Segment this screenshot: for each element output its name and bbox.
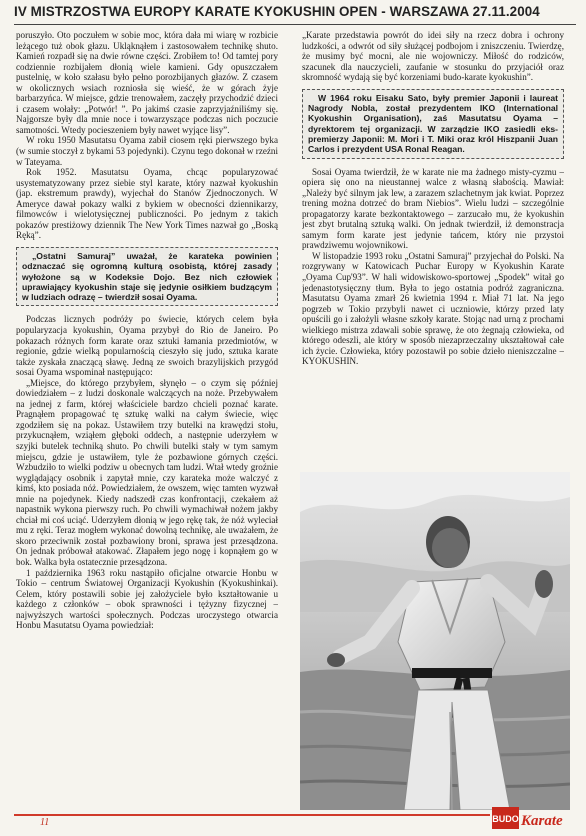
left-quote-box — [16, 247, 278, 306]
right-paragraph-3: W listopadzie 1993 roku „Ostatni Samuraj” przyjechał do Polski. Na rozgrywany w Katowicach Puchar Europy w Kyokushin Karate „Oyama Cup'93”. W hali widowiskowo-sportowej „Spodek” witał go jedenastotysięczny tłum. Była to jego ostatnia podróż zagraniczna. Masutatsu Oyama zmarł 26 kwietnia 1994 r. Miał 71 lat. Na jego pogrzeb w Tokio przybyli nawet ci uczniowie, którzy przed laty opuścili go i założyli własne szkoły karate. Stojąc nad urną z prochami wielkiego mistrza zdawali sobie sprawę, że oto żegnają człowieka, od którego odeszli, ale który w sposób niezaprzeczalny ukształtował całe ich życie. Człowieka, który pozostawił po sobie dzieło nieniszczalne – KYOKUSHIN. — [302, 250, 564, 367]
page-header-title: IV MISTRZOSTWA EUROPY KARATE KYOKUSHIN OPEN - WARSZAWA 27.11.2004 — [14, 4, 540, 19]
right-column — [302, 30, 564, 490]
left-quote-text: „Ostatni Samuraj” uważał, że karateka powinien odznaczać się ogromną kulturą osobistą, której zasady wyłożone są w Kodeksie Dojo. Bez nich człowiek uprawiający kyokushin staje się jedynie osiłkiem budzącym w ludziach odrazę – twierdził sosai Oyama. — [22, 250, 272, 303]
right-paragraph-2: Sosai Oyama twierdził, że w karate nie ma żadnego misty-cyzmu – opiera się ono na nieustannej walce z własną słabością. Mawiał: „Należy być silnym jak lew, a zarazem szlachetnym jak kwiat. Poprzez trening można dotrzeć do bram Niebios”. Wielu ludzi – szczególnie propagatorzy karate bezkontaktowego – zarzucało mu, że kyokushin jest zbyt brutalną sztuką walki. On jednak twierdził, iż demonstracja samym form karate jest jedynie tańcem, który nie przystoi prawdziwemu wojownikowi. — [302, 166, 564, 251]
right-quote-box — [302, 89, 564, 159]
logo-karate-text: Karate — [521, 813, 563, 829]
left-paragraph-2: W roku 1950 Masutatsu Oyama zabił ciosem ręki pierwszego byka (w sumie stoczył z bykami 53 pojedynki). Czynu tego dokonał w rzeźni w Tateyama. — [16, 135, 278, 167]
logo-budo-text: BUDO — [492, 814, 519, 824]
photo-illustration — [300, 472, 570, 810]
header-divider — [14, 24, 576, 25]
page-number: 11 — [40, 817, 50, 828]
left-paragraph-1: poruszyło. Oto poczułem w sobie moc, która dała mi wiarę w rozbicie leżącego tuż obok głazu. Ukląknąłem i zastosowałem technikę shuto. Kamień rozpadł się na dwie równe części. Zrobiłem to! Od tamtej pory codziennie rozbijałem dłonią wiele kamieni. Gdy opuszczałem pustelnię, w koło szałasu było pełno porozbijanych głazów. Z czasem w okolicznych wsiach rozniosła się wieść, że w górach żyje barbarzyńca. W miejsce, gdzie trenowałem, zaczęły przychodzić dzieci i czasem wołały: „Potwór! ”. Po jakimś czasie zaprzyjaźniliśmy się. Najgorsze były dla mnie noce i towarzyszące podczas nich poczucie samotności. Wtedy pocieszeniem były nawet wyjące lisy”. — [16, 30, 278, 135]
left-paragraph-4: Podczas licznych podróży po świecie, których celem była popularyzacja kyokushin, Oyama przybył do Rio de Janeiro. Po pokazach różnych form karate oraz sztuki łamania przedmiotów, w regionie, gdzie wielką popularnością cieszyło się judo, sztuka karate także zyskała znaczącą sławę. Jedną ze swoich brazylijskich przygód sosai Oyama wspominał następująco: — [16, 314, 278, 378]
left-paragraph-3: Rok 1952. Masutatsu Oyama, chcąc popularyzować usystematyzowany przez siebie styl karate, który nazwał kyokushin (jap. ekstremum prawdy), wyjechał do Stanów Zjednoczonych. W Ameryce dawał pokazy walki z bykiem w obecności dziennikarzy, filmowców i wielotysięcznej publiczności. Po jednym z takich pokazów prestiżowy dziennik The New York Times nazwał go „Boską Ręką”. — [16, 167, 278, 241]
budo-karate-logo — [492, 805, 574, 831]
left-paragraph-6: 1 października 1963 roku nastąpiło oficjalne otwarcie Honbu w Tokio – centrum Światowej Organizacji Kyokushin (Kyokushinkai). Celem, który postawili sobie jej założyciele było kształtowanie u każdego z członków – obok sprawności i tężyzny fizycznej – najwyższych wartości społecznych. Podczas uroczystego otwarcia Honbu Masutatsu Oyama powiedział: — [16, 567, 278, 631]
right-paragraph-1: „Karate przedstawia powrót do idei siły na rzecz dobra i ochrony ludzkości, a odwrót od siły służącej podbojom i zniszczeniu. Twierdzę, że musimy być mocni, ale nie wojowniczy. Miłość do rodziców, szacunek dla nauczycieli, zaufanie w stosunku do przyjaciół oraz skromność wydają się być korzeniami budo-karate kyokushin”. — [302, 30, 564, 83]
right-quote-text: W 1964 roku Eisaku Sato, były premier Japonii i laureat Nagrody Nobla, został prezydentem IKO (International Kyokushin Organisation), zaś Masutatsu Oyama – dyrektorem tej organizacji. W zarządzie IKO zasiedli eks-premierzy Japonii: M. Mori i T. Miki oraz król Hiszpanii Juan Carlos i prezydent USA Ronal Reagan. — [308, 92, 558, 155]
karate-master-photo — [300, 472, 570, 810]
left-paragraph-5: „Miejsce, do którego przybyłem, słynęło – o czym się później dowiedziałem – z ludzi doskonale walczących na noże. Przebywałem na jednej z farm, której właściciele bardzo chcieli poznać karate. Pragnąłem propagować tę sztukę walki na całym świecie, więc zgodziłem się na pokaz. Ustawiłem trzy butelki na krawędzi stołu, przykucnąłem, wziąłem głęboki oddech, a następnie uderzyłem w szyjki butelek techniką shuto. Po chwili butelki stały w tym samym miejscu, gdzie je ustawiłem, tyle że pozbawione górnych części. Wzbudziło to wielki podziw u obecnych tam ludzi. Wtał wtedy groźnie wyglądający osobnik i zapytał mnie, czy karateka może walczyć z kimś, kto posiada nóż. Powiedziałem, że owszem, więc tamten wyzwał mnie na pojedynek. Kiedy nadszedł czas konfrontacji, czekałem aż napastnik wykona pierwszy ruch. Po chwili wymachiwał nożem jakby chciał mi coś uciąć. Uderzyłem dłonią w jego rękę tak, że nóż wyleciał mu z ręki. Teraz mogłem wykonać dowolną technikę, ale uważałem, że skoro przeciwnik został pozbawiony broni, sprawa jest przesądzona. On jednak próbował atakować. Złapałem jego nogę i kopnąłem go w bok. Walka była ostatecznie przesądzona. — [16, 377, 278, 567]
footer-rule — [14, 814, 490, 816]
logo-graphic — [492, 805, 574, 831]
left-column — [16, 30, 278, 788]
